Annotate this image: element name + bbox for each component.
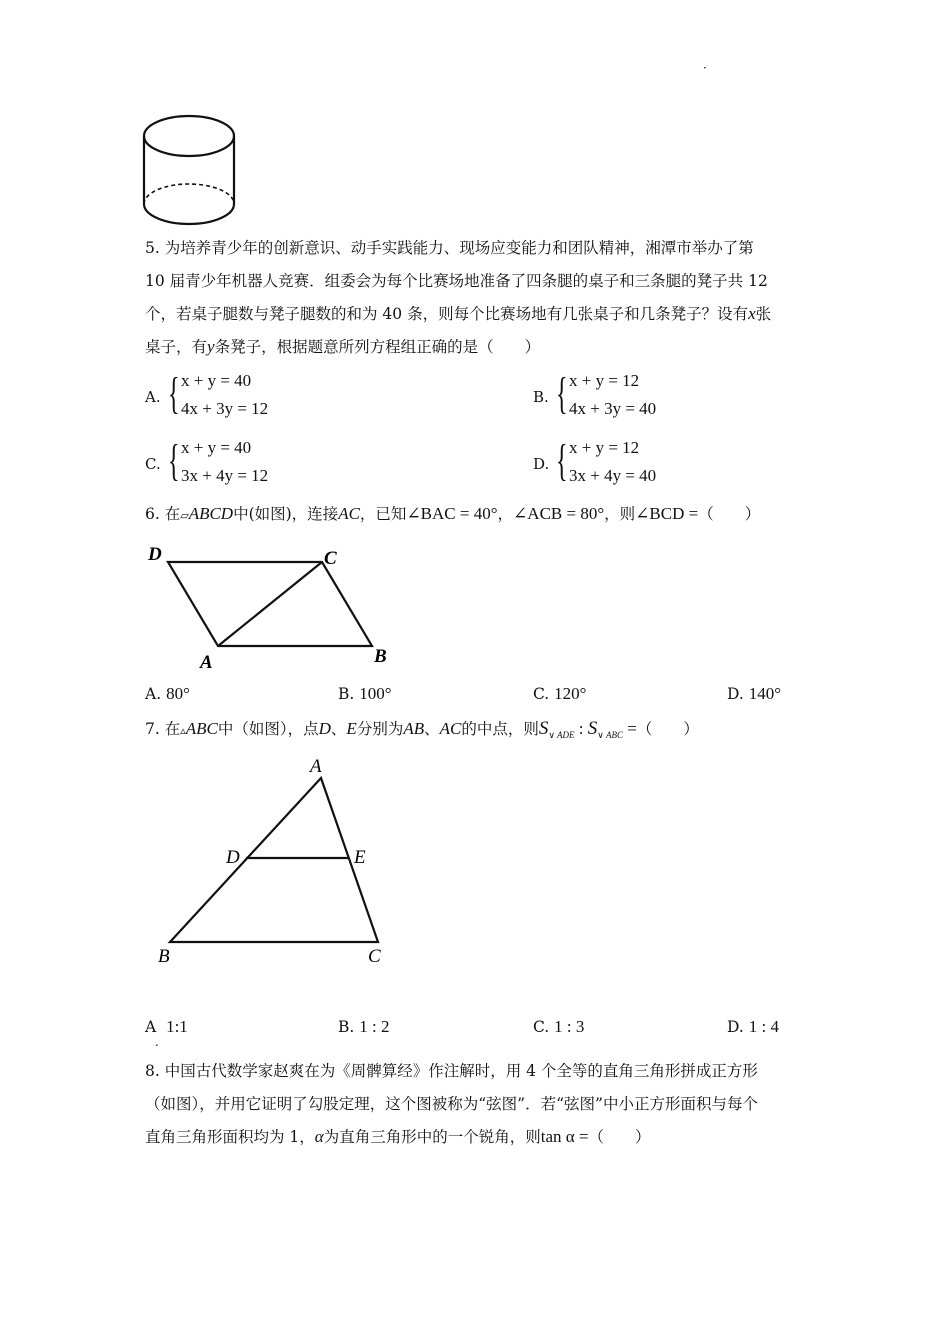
q6-option-a-label: A. bbox=[145, 685, 162, 703]
q5-line-2: 10 届青少年机器人竞赛．组委会为每个比赛场地准备了四条腿的桌子和三条腿的凳子共 12 bbox=[145, 272, 768, 290]
q7-colon: : bbox=[574, 719, 588, 738]
q7-option-a-label: A bbox=[145, 1018, 157, 1036]
q7-mid3: 的中点，则 bbox=[461, 720, 539, 738]
q6-option-c-label: C. bbox=[533, 685, 550, 703]
q5-option-b-brace: { bbox=[556, 369, 568, 418]
q7-label-a: A bbox=[310, 756, 322, 777]
q6-option-b-value: 100° bbox=[359, 684, 392, 703]
q6-option-d bbox=[727, 684, 781, 704]
q8-paren: （ ） bbox=[588, 1128, 651, 1146]
q6-label-b: B bbox=[374, 646, 387, 667]
q5-suffix-x: 张 bbox=[755, 305, 772, 323]
q5-var-y: y bbox=[207, 337, 215, 356]
q5-option-c-eq1: x + y = 40 bbox=[181, 438, 252, 457]
header-mark: · bbox=[703, 61, 707, 75]
q5-option-b-eq1: x + y = 12 bbox=[569, 371, 640, 390]
q7-mid2: 分别为 bbox=[356, 720, 404, 738]
q6-label-c: C bbox=[324, 548, 337, 569]
q8-alpha: α bbox=[314, 1127, 324, 1146]
q6-option-b bbox=[338, 684, 392, 704]
q7-option-c-label: C. bbox=[533, 1018, 550, 1036]
parallelogram-icon: ▱ bbox=[180, 509, 189, 522]
q7-dun: 、 bbox=[330, 720, 347, 738]
q6-label-a: A bbox=[200, 652, 213, 672]
q7-mid1: 中（如图），点 bbox=[217, 720, 319, 738]
q7-name: ABC bbox=[185, 719, 218, 738]
q6-sep: ， bbox=[497, 505, 514, 523]
q8-line-3 bbox=[145, 1127, 651, 1147]
q7-ratio-s2: S bbox=[587, 718, 598, 739]
q6-seg: AC bbox=[338, 504, 360, 523]
q7-s2: AC bbox=[439, 719, 462, 738]
q8-tail: 为直角三角形中的一个锐角，则 bbox=[323, 1128, 541, 1146]
q5-line-4 bbox=[145, 337, 540, 357]
q7-option-a-value: 1:1 bbox=[166, 1017, 188, 1036]
q7-option-c-value: 1 : 3 bbox=[554, 1017, 585, 1036]
q6-paren: （ ） bbox=[698, 505, 761, 523]
q7-dun2: 、 bbox=[424, 720, 440, 738]
q5-line-3-text: 个，若桌子腿数与凳子腿数的和为 40 条，则每个比赛场地有几张桌子和几条凳子？设有 bbox=[145, 305, 749, 323]
q7-eqsign: = bbox=[622, 719, 637, 738]
q5-option-a-eq2: 4x + 3y = 12 bbox=[181, 399, 269, 418]
q7-paren: （ ） bbox=[636, 720, 699, 738]
q8-line-1: 8. 中国古代数学家赵爽在为《周髀算经》作注解时，用 4 个全等的直角三角形拼成正方形 bbox=[145, 1062, 758, 1080]
q5-option-a-label: A. bbox=[145, 388, 161, 406]
q5-line-4-b: 条凳子，根据题意所列方程组正确的是（ ） bbox=[214, 338, 541, 356]
q6-option-a-value: 80° bbox=[166, 684, 190, 703]
q5-option-a-eq1: x + y = 40 bbox=[181, 371, 252, 390]
q7-option-d-label: D. bbox=[727, 1018, 744, 1036]
triangle-figure bbox=[150, 750, 400, 970]
q7-option-c bbox=[533, 1017, 584, 1037]
parallelogram-figure bbox=[140, 540, 400, 672]
question-6-stem bbox=[145, 504, 760, 526]
q6-option-d-value: 140° bbox=[748, 684, 782, 703]
q5-line-3 bbox=[145, 304, 771, 324]
q7-label-c: C bbox=[368, 946, 381, 967]
q7-prefix: 7. 在 bbox=[145, 720, 181, 738]
q6-angle2: ∠ACB = 80° bbox=[513, 504, 605, 523]
triangle-icon: ▵ bbox=[180, 724, 186, 737]
q7-option-a bbox=[145, 1017, 188, 1037]
q5-option-d-eq1: x + y = 12 bbox=[569, 438, 640, 457]
q6-mid2: ，已知 bbox=[359, 505, 407, 523]
q5-option-b-eq2: 4x + 3y = 40 bbox=[569, 399, 657, 418]
q6-option-c bbox=[533, 684, 586, 704]
q7-option-b bbox=[338, 1017, 390, 1037]
q7-ratio-sub2: ∨ ABC bbox=[597, 730, 623, 741]
q5-option-d-label: D. bbox=[533, 455, 550, 473]
q5-option-a-brace: { bbox=[168, 369, 180, 418]
q6-angle3: ∠BCD = bbox=[635, 504, 699, 523]
q6-angle1: ∠BAC = 40° bbox=[406, 504, 498, 523]
q7-option-d-value: 1 : 4 bbox=[748, 1017, 779, 1036]
q6-option-a bbox=[145, 684, 190, 704]
q6-mid3: ，则 bbox=[604, 505, 636, 523]
cylinder-figure bbox=[138, 112, 242, 230]
q5-line-4-a: 桌子，有 bbox=[145, 338, 208, 356]
q7-ratio-sub1: ∨ ADE bbox=[548, 730, 575, 741]
q7-p1: D bbox=[318, 719, 331, 738]
q6-name: ABCD bbox=[188, 504, 234, 523]
q7-option-d bbox=[727, 1017, 779, 1037]
q6-option-c-value: 120° bbox=[554, 684, 587, 703]
q7-dot: . bbox=[155, 1035, 159, 1049]
q5-line-1: 5. 为培养青少年的创新意识、动手实践能力、现场应变能力和团队精神，湘潭市举办了第 bbox=[145, 239, 754, 257]
q5-option-c-label: C. bbox=[145, 455, 161, 473]
q7-label-e: E bbox=[354, 847, 366, 868]
q8-line-3-text: 直角三角形面积均为 1， bbox=[145, 1128, 315, 1146]
q7-label-b: B bbox=[158, 946, 170, 967]
q8-line-2: （如图），并用它证明了勾股定理，这个图被称为“弦图”．若“弦图”中小正方形面积与每个 bbox=[145, 1095, 758, 1113]
q5-option-d-eq2: 3x + 4y = 40 bbox=[569, 466, 657, 485]
q7-option-b-value: 1 : 2 bbox=[359, 1017, 390, 1036]
q8-tan: tan α = bbox=[540, 1127, 589, 1146]
q5-option-c-brace: { bbox=[168, 436, 180, 485]
q7-label-d: D bbox=[226, 847, 240, 868]
q7-s1: AB bbox=[403, 719, 425, 738]
q6-prefix: 6. 在 bbox=[145, 505, 181, 523]
q7-ratio-s1: S bbox=[538, 718, 549, 739]
q7-p2: E bbox=[346, 719, 357, 738]
q5-option-c-eq2: 3x + 4y = 12 bbox=[181, 466, 269, 485]
q6-option-d-label: D. bbox=[727, 685, 744, 703]
q5-option-d-brace: { bbox=[556, 436, 568, 485]
question-7-stem bbox=[145, 719, 699, 745]
q6-label-d: D bbox=[148, 544, 162, 565]
q5-option-b-label: B. bbox=[533, 388, 549, 406]
q6-mid1: 中(如图)，连接 bbox=[233, 505, 339, 523]
q6-option-b-label: B. bbox=[338, 685, 355, 703]
q7-option-b-label: B. bbox=[338, 1018, 355, 1036]
q5-var-x: x bbox=[748, 304, 756, 323]
